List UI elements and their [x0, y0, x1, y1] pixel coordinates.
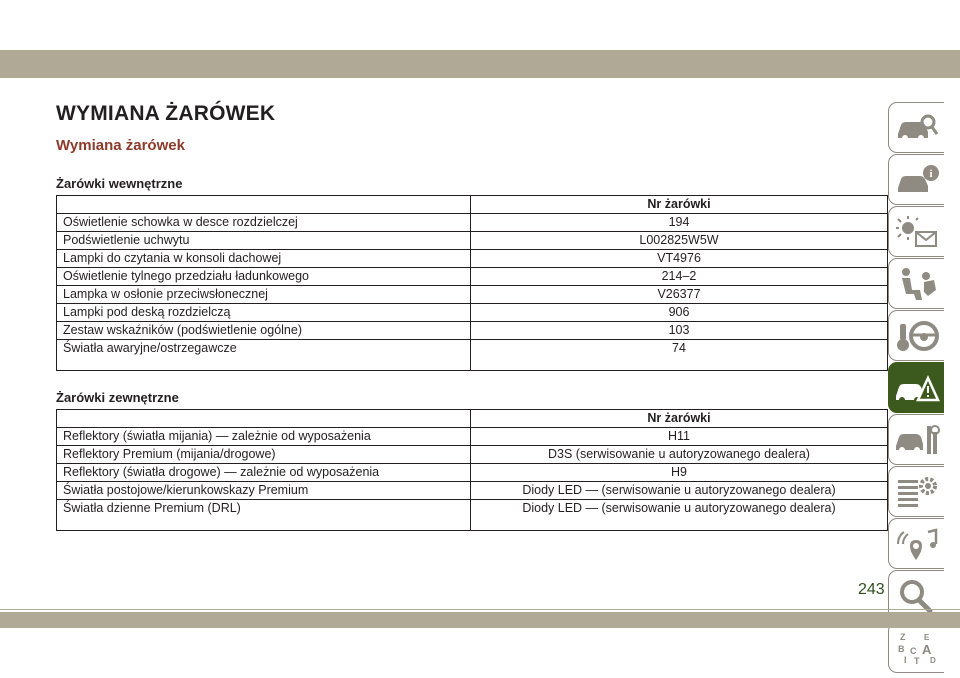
- car-hazard-icon: [894, 370, 940, 406]
- bulb-location: Światła postojowe/kierunkowskazy Premium: [57, 482, 471, 500]
- bulb-location: Reflektory (światła mijania) — zależnie od wyposażenia: [57, 428, 471, 446]
- tab-emergency[interactable]: [888, 362, 944, 413]
- table-row: [57, 340, 888, 371]
- tab-vehicle-info[interactable]: [888, 154, 944, 205]
- tab-multimedia[interactable]: [888, 518, 944, 569]
- bulb-number: Diody LED — (serwisowanie u autoryzowanego dealera): [471, 482, 888, 500]
- bulb-number: V26377: [471, 286, 888, 304]
- warning-light-message-icon: [894, 214, 940, 250]
- table-row: [57, 286, 888, 304]
- bulb-number: 194: [471, 214, 888, 232]
- bulb-number: 103: [471, 322, 888, 340]
- bulb-location: Zestaw wskaźników (podświetlenie ogólne): [57, 322, 471, 340]
- interior-bulbs-label: Żarówki wewnętrzne: [56, 176, 183, 191]
- table-row: [57, 322, 888, 340]
- index-letter: C: [909, 645, 916, 656]
- bottom-decorative-band: [0, 612, 960, 628]
- exterior-bulbs-table: [56, 409, 888, 531]
- bulb-location: Reflektory (światła drogowe) — zależnie od wyposażenia: [57, 464, 471, 482]
- page-number: 243: [858, 581, 885, 598]
- car-tools-icon: [894, 422, 940, 458]
- table-row: [57, 446, 888, 464]
- tab-driving[interactable]: [888, 310, 944, 361]
- media-navigation-icon: [894, 526, 940, 562]
- section-subtitle: Wymiana żarówek: [56, 137, 185, 154]
- bulb-location: Oświetlenie schowka w desce rozdzielczej: [57, 214, 471, 232]
- exterior-bulbs-label: Żarówki zewnętrzne: [56, 390, 179, 405]
- table-row: [57, 464, 888, 482]
- table-header-row: [57, 410, 888, 428]
- table-row: [57, 232, 888, 250]
- bulb-number: 214–2: [471, 268, 888, 286]
- index-letter: D: [929, 655, 936, 665]
- bulb-location: Światła dzienne Premium (DRL): [57, 500, 471, 531]
- table-row: [57, 268, 888, 286]
- bulb-number: 906: [471, 304, 888, 322]
- bulb-location: Lampka w osłonie przeciwsłonecznej: [57, 286, 471, 304]
- bulb-number: D3S (serwisowanie u autoryzowanego dealera): [471, 446, 888, 464]
- page-title: WYMIANA ŻARÓWEK: [56, 102, 276, 125]
- table-row: [57, 500, 888, 531]
- bulb-location: Lampki pod deską rozdzielczą: [57, 304, 471, 322]
- table-header-row: [57, 196, 888, 214]
- index-letter: E: [923, 632, 929, 642]
- table-header-bulb-number: Nr żarówki: [471, 196, 888, 214]
- bulb-number: VT4976: [471, 250, 888, 268]
- bulb-number: H9: [471, 464, 888, 482]
- bulb-number: H11: [471, 428, 888, 446]
- index-letter: I: [903, 654, 907, 665]
- tab-safety[interactable]: [888, 258, 944, 309]
- steering-key-icon: [894, 318, 940, 354]
- alphabet-index-icon: [894, 630, 940, 666]
- bulb-location: Lampki do czytania w konsoli dachowej: [57, 250, 471, 268]
- top-decorative-band: [0, 50, 960, 78]
- car-search-icon: [894, 110, 940, 146]
- car-info-icon: [894, 162, 940, 198]
- bulb-number: 74: [471, 340, 888, 371]
- tab-warning-lights[interactable]: [888, 206, 944, 257]
- index-letter: B: [897, 643, 904, 654]
- tab-getting-to-know-vehicle[interactable]: [888, 102, 944, 153]
- bulb-location: Oświetlenie tylnego przedziału ładunkowego: [57, 268, 471, 286]
- tab-technical-specs[interactable]: [888, 466, 944, 517]
- index-letter: A: [921, 641, 931, 657]
- checklist-gear-icon: [894, 474, 940, 510]
- table-header-empty: [57, 196, 471, 214]
- table-row: [57, 428, 888, 446]
- table-header-empty: [57, 410, 471, 428]
- bulb-location: Światła awaryjne/ostrzegawcze: [57, 340, 471, 371]
- bulb-number: Diody LED — (serwisowanie u autoryzowanego dealera): [471, 500, 888, 531]
- interior-bulbs-table: [56, 195, 888, 371]
- tab-service[interactable]: [888, 414, 944, 465]
- bulb-number: L002825W5W: [471, 232, 888, 250]
- table-row: [57, 482, 888, 500]
- index-letter: T: [913, 655, 919, 666]
- table-row: [57, 250, 888, 268]
- table-row: [57, 214, 888, 232]
- svg-text:i: i: [928, 167, 933, 180]
- tab-index[interactable]: [888, 622, 944, 673]
- bottom-rule: [0, 609, 960, 610]
- table-header-bulb-number: Nr żarówki: [471, 410, 888, 428]
- seat-airbag-icon: [894, 266, 940, 302]
- table-row: [57, 304, 888, 322]
- index-letter: Z: [899, 631, 905, 642]
- bulb-location: Reflektory Premium (mijania/drogowe): [57, 446, 471, 464]
- bulb-location: Podświetlenie uchwytu: [57, 232, 471, 250]
